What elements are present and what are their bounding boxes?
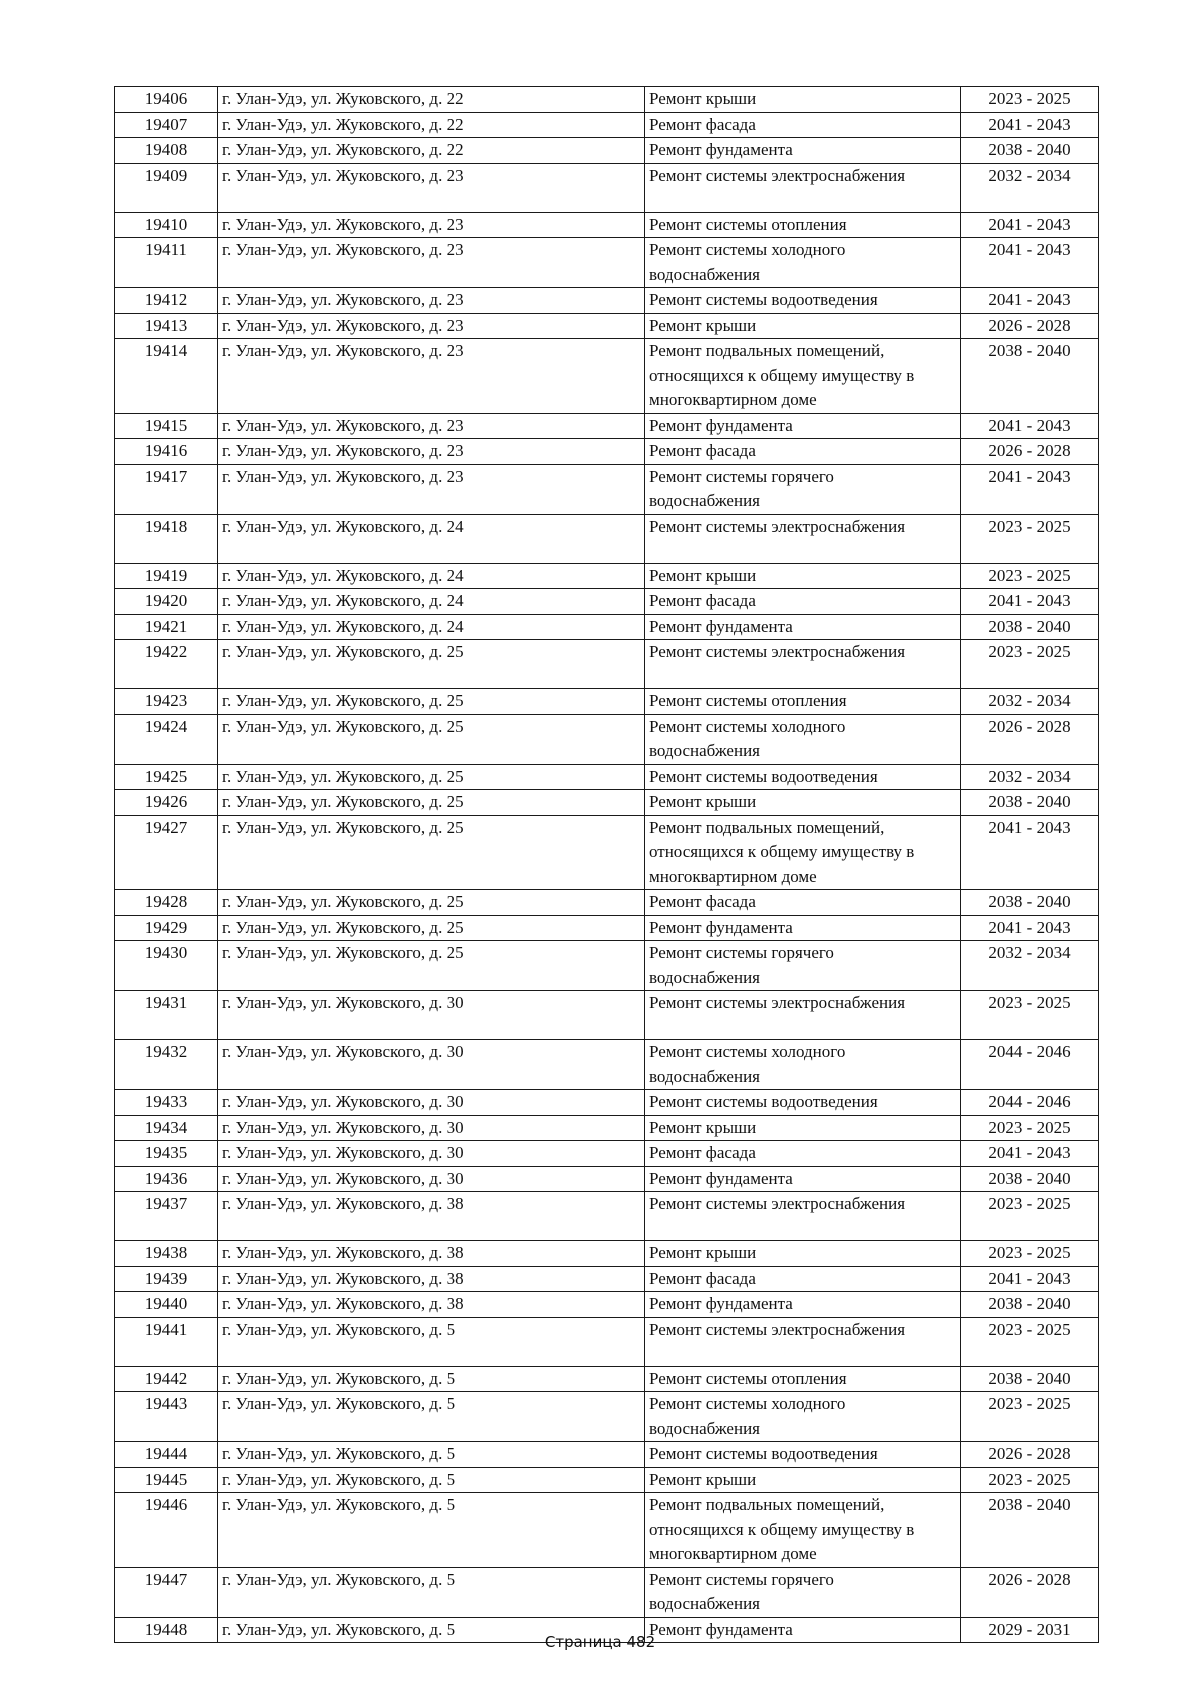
row-number-cell: 19431 [115,991,218,1040]
period-cell: 2023 - 2025 [961,1467,1099,1493]
period-cell: 2023 - 2025 [961,87,1099,113]
period-cell: 2023 - 2025 [961,1241,1099,1267]
row-number-cell: 19446 [115,1493,218,1568]
table-row [115,339,1099,414]
work-type-cell: Ремонт подвальных помещений, относящихся к общему имуществу в многоквартирном доме [645,339,961,414]
table-row [115,138,1099,164]
row-number-cell: 19418 [115,514,218,563]
work-type-cell: Ремонт системы горячего водоснабжения [645,941,961,991]
period-cell: 2041 - 2043 [961,915,1099,941]
work-type-cell: Ремонт фундамента [645,138,961,164]
row-number-cell: 19447 [115,1567,218,1617]
table-row [115,439,1099,465]
period-cell: 2032 - 2034 [961,941,1099,991]
period-cell: 2041 - 2043 [961,815,1099,890]
address-cell: г. Улан-Удэ, ул. Жуковского, д. 5 [218,1617,645,1643]
table-row [115,1141,1099,1167]
table-row [115,764,1099,790]
row-number-cell: 19435 [115,1141,218,1167]
table-row [115,589,1099,615]
period-cell: 2026 - 2028 [961,439,1099,465]
work-type-cell: Ремонт фасада [645,1266,961,1292]
period-cell: 2044 - 2046 [961,1090,1099,1116]
address-cell: г. Улан-Удэ, ул. Жуковского, д. 38 [218,1266,645,1292]
work-type-cell: Ремонт крыши [645,313,961,339]
period-cell: 2023 - 2025 [961,1392,1099,1442]
address-cell: г. Улан-Удэ, ул. Жуковского, д. 23 [218,163,645,212]
work-type-cell: Ремонт фасада [645,1141,961,1167]
address-cell: г. Улан-Удэ, ул. Жуковского, д. 23 [218,313,645,339]
period-cell: 2026 - 2028 [961,1567,1099,1617]
period-cell: 2041 - 2043 [961,464,1099,514]
period-cell: 2032 - 2034 [961,764,1099,790]
work-type-cell: Ремонт системы водоотведения [645,764,961,790]
period-cell: 2044 - 2046 [961,1040,1099,1090]
table-row [115,87,1099,113]
table-row [115,464,1099,514]
address-cell: г. Улан-Удэ, ул. Жуковского, д. 23 [218,439,645,465]
work-type-cell: Ремонт фундамента [645,614,961,640]
work-type-cell: Ремонт системы холодного водоснабжения [645,1392,961,1442]
table-row [115,689,1099,715]
address-cell: г. Улан-Удэ, ул. Жуковского, д. 5 [218,1442,645,1468]
work-type-cell: Ремонт системы электроснабжения [645,991,961,1040]
address-cell: г. Улан-Удэ, ул. Жуковского, д. 22 [218,112,645,138]
page-number: Страница 482 [544,1633,656,1651]
address-cell: г. Улан-Удэ, ул. Жуковского, д. 25 [218,790,645,816]
row-number-cell: 19425 [115,764,218,790]
period-cell: 2038 - 2040 [961,339,1099,414]
address-cell: г. Улан-Удэ, ул. Жуковского, д. 30 [218,1141,645,1167]
period-cell: 2041 - 2043 [961,238,1099,288]
row-number-cell: 19417 [115,464,218,514]
period-cell: 2038 - 2040 [961,1166,1099,1192]
period-cell: 2023 - 2025 [961,1192,1099,1241]
address-cell: г. Улан-Удэ, ул. Жуковского, д. 25 [218,915,645,941]
row-number-cell: 19444 [115,1442,218,1468]
row-number-cell: 19445 [115,1467,218,1493]
address-cell: г. Улан-Удэ, ул. Жуковского, д. 25 [218,890,645,916]
work-type-cell: Ремонт фасада [645,439,961,465]
address-cell: г. Улан-Удэ, ул. Жуковского, д. 30 [218,1115,645,1141]
work-type-cell: Ремонт фундамента [645,1166,961,1192]
row-number-cell: 19437 [115,1192,218,1241]
row-number-cell: 19438 [115,1241,218,1267]
work-type-cell: Ремонт системы электроснабжения [645,514,961,563]
table-row [115,1292,1099,1318]
table-row [115,1090,1099,1116]
period-cell: 2041 - 2043 [961,288,1099,314]
work-type-cell: Ремонт системы горячего водоснабжения [645,464,961,514]
row-number-cell: 19424 [115,714,218,764]
address-cell: г. Улан-Удэ, ул. Жуковского, д. 38 [218,1292,645,1318]
table-row [115,1467,1099,1493]
table-row [115,1192,1099,1241]
work-type-cell: Ремонт системы электроснабжения [645,1317,961,1366]
table-row [115,1317,1099,1366]
table-row [115,1040,1099,1090]
address-cell: г. Улан-Удэ, ул. Жуковского, д. 24 [218,563,645,589]
table-row [115,1115,1099,1141]
period-cell: 2041 - 2043 [961,413,1099,439]
table-row [115,941,1099,991]
address-cell: г. Улан-Удэ, ул. Жуковского, д. 22 [218,87,645,113]
work-type-cell: Ремонт крыши [645,790,961,816]
address-cell: г. Улан-Удэ, ул. Жуковского, д. 5 [218,1567,645,1617]
address-cell: г. Улан-Удэ, ул. Жуковского, д. 5 [218,1392,645,1442]
period-cell: 2038 - 2040 [961,614,1099,640]
address-cell: г. Улан-Удэ, ул. Жуковского, д. 5 [218,1467,645,1493]
table-row [115,1567,1099,1617]
table-row [115,1392,1099,1442]
table-body [115,87,1099,1643]
repair-schedule-table [114,86,1099,1643]
work-type-cell: Ремонт фасада [645,112,961,138]
row-number-cell: 19414 [115,339,218,414]
table-row [115,112,1099,138]
table-row [115,288,1099,314]
period-cell: 2038 - 2040 [961,1493,1099,1568]
address-cell: г. Улан-Удэ, ул. Жуковского, д. 30 [218,1040,645,1090]
row-number-cell: 19448 [115,1617,218,1643]
period-cell: 2023 - 2025 [961,1317,1099,1366]
row-number-cell: 19427 [115,815,218,890]
address-cell: г. Улан-Удэ, ул. Жуковского, д. 5 [218,1366,645,1392]
table-row [115,1166,1099,1192]
address-cell: г. Улан-Удэ, ул. Жуковского, д. 23 [218,238,645,288]
work-type-cell: Ремонт фасада [645,589,961,615]
row-number-cell: 19443 [115,1392,218,1442]
address-cell: г. Улан-Удэ, ул. Жуковского, д. 25 [218,815,645,890]
address-cell: г. Улан-Удэ, ул. Жуковского, д. 24 [218,589,645,615]
row-number-cell: 19439 [115,1266,218,1292]
period-cell: 2023 - 2025 [961,640,1099,689]
row-number-cell: 19442 [115,1366,218,1392]
work-type-cell: Ремонт системы отопления [645,212,961,238]
period-cell: 2023 - 2025 [961,1115,1099,1141]
period-cell: 2041 - 2043 [961,1266,1099,1292]
work-type-cell: Ремонт крыши [645,1115,961,1141]
table-row [115,1366,1099,1392]
period-cell: 2032 - 2034 [961,689,1099,715]
address-cell: г. Улан-Удэ, ул. Жуковского, д. 25 [218,714,645,764]
work-type-cell: Ремонт системы горячего водоснабжения [645,1567,961,1617]
address-cell: г. Улан-Удэ, ул. Жуковского, д. 22 [218,138,645,164]
address-cell: г. Улан-Удэ, ул. Жуковского, д. 23 [218,413,645,439]
table-row [115,413,1099,439]
row-number-cell: 19432 [115,1040,218,1090]
period-cell: 2032 - 2034 [961,163,1099,212]
period-cell: 2026 - 2028 [961,1442,1099,1468]
address-cell: г. Улан-Удэ, ул. Жуковского, д. 23 [218,212,645,238]
table-row [115,1266,1099,1292]
row-number-cell: 19428 [115,890,218,916]
period-cell: 2041 - 2043 [961,589,1099,615]
table-row [115,890,1099,916]
address-cell: г. Улан-Удэ, ул. Жуковского, д. 23 [218,288,645,314]
table-row [115,991,1099,1040]
period-cell: 2038 - 2040 [961,890,1099,916]
period-cell: 2023 - 2025 [961,991,1099,1040]
row-number-cell: 19436 [115,1166,218,1192]
work-type-cell: Ремонт системы отопления [645,689,961,715]
address-cell: г. Улан-Удэ, ул. Жуковского, д. 24 [218,514,645,563]
row-number-cell: 19420 [115,589,218,615]
address-cell: г. Улан-Удэ, ул. Жуковского, д. 24 [218,614,645,640]
work-type-cell: Ремонт системы холодного водоснабжения [645,1040,961,1090]
work-type-cell: Ремонт подвальных помещений, относящихся к общему имуществу в многоквартирном доме [645,1493,961,1568]
row-number-cell: 19415 [115,413,218,439]
row-number-cell: 19433 [115,1090,218,1116]
row-number-cell: 19419 [115,563,218,589]
period-cell: 2026 - 2028 [961,313,1099,339]
work-type-cell: Ремонт системы водоотведения [645,1090,961,1116]
work-type-cell: Ремонт системы водоотведения [645,288,961,314]
work-type-cell: Ремонт фундамента [645,1617,961,1643]
work-type-cell: Ремонт системы холодного водоснабжения [645,714,961,764]
table-row [115,1442,1099,1468]
row-number-cell: 19416 [115,439,218,465]
work-type-cell: Ремонт крыши [645,1241,961,1267]
row-number-cell: 19430 [115,941,218,991]
row-number-cell: 19413 [115,313,218,339]
row-number-cell: 19412 [115,288,218,314]
work-type-cell: Ремонт крыши [645,87,961,113]
address-cell: г. Улан-Удэ, ул. Жуковского, д. 30 [218,1166,645,1192]
address-cell: г. Улан-Удэ, ул. Жуковского, д. 25 [218,764,645,790]
row-number-cell: 19434 [115,1115,218,1141]
period-cell: 2023 - 2025 [961,563,1099,589]
table-row [115,714,1099,764]
period-cell: 2026 - 2028 [961,714,1099,764]
table-row [115,915,1099,941]
work-type-cell: Ремонт крыши [645,1467,961,1493]
row-number-cell: 19421 [115,614,218,640]
row-number-cell: 19423 [115,689,218,715]
work-type-cell: Ремонт подвальных помещений, относящихся к общему имуществу в многоквартирном доме [645,815,961,890]
row-number-cell: 19407 [115,112,218,138]
address-cell: г. Улан-Удэ, ул. Жуковского, д. 38 [218,1192,645,1241]
row-number-cell: 19411 [115,238,218,288]
row-number-cell: 19408 [115,138,218,164]
table-row [115,563,1099,589]
work-type-cell: Ремонт системы электроснабжения [645,163,961,212]
table-row [115,1493,1099,1568]
row-number-cell: 19426 [115,790,218,816]
work-type-cell: Ремонт системы водоотведения [645,1442,961,1468]
work-type-cell: Ремонт системы отопления [645,1366,961,1392]
table-row [115,640,1099,689]
row-number-cell: 19422 [115,640,218,689]
table-row [115,163,1099,212]
row-number-cell: 19429 [115,915,218,941]
table-row [115,815,1099,890]
row-number-cell: 19406 [115,87,218,113]
period-cell: 2038 - 2040 [961,790,1099,816]
table-row [115,514,1099,563]
work-type-cell: Ремонт системы электроснабжения [645,1192,961,1241]
table-row [115,1241,1099,1267]
address-cell: г. Улан-Удэ, ул. Жуковского, д. 25 [218,640,645,689]
work-type-cell: Ремонт фундамента [645,1292,961,1318]
address-cell: г. Улан-Удэ, ул. Жуковского, д. 25 [218,689,645,715]
period-cell: 2038 - 2040 [961,1292,1099,1318]
address-cell: г. Улан-Удэ, ул. Жуковского, д. 30 [218,1090,645,1116]
table-row [115,212,1099,238]
table-row [115,790,1099,816]
period-cell: 2041 - 2043 [961,1141,1099,1167]
table-row [115,313,1099,339]
work-type-cell: Ремонт системы холодного водоснабжения [645,238,961,288]
address-cell: г. Улан-Удэ, ул. Жуковского, д. 23 [218,339,645,414]
row-number-cell: 19441 [115,1317,218,1366]
table-row [115,238,1099,288]
period-cell: 2038 - 2040 [961,138,1099,164]
period-cell: 2041 - 2043 [961,112,1099,138]
address-cell: г. Улан-Удэ, ул. Жуковского, д. 30 [218,991,645,1040]
work-type-cell: Ремонт фундамента [645,915,961,941]
work-type-cell: Ремонт крыши [645,563,961,589]
address-cell: г. Улан-Удэ, ул. Жуковского, д. 23 [218,464,645,514]
period-cell: 2023 - 2025 [961,514,1099,563]
address-cell: г. Улан-Удэ, ул. Жуковского, д. 5 [218,1317,645,1366]
address-cell: г. Улан-Удэ, ул. Жуковского, д. 25 [218,941,645,991]
address-cell: г. Улан-Удэ, ул. Жуковского, д. 38 [218,1241,645,1267]
address-cell: г. Улан-Удэ, ул. Жуковского, д. 5 [218,1493,645,1568]
period-cell: 2041 - 2043 [961,212,1099,238]
work-type-cell: Ремонт фасада [645,890,961,916]
row-number-cell: 19410 [115,212,218,238]
row-number-cell: 19409 [115,163,218,212]
table-row [115,614,1099,640]
period-cell: 2038 - 2040 [961,1366,1099,1392]
period-cell: 2029 - 2031 [961,1617,1099,1643]
row-number-cell: 19440 [115,1292,218,1318]
work-type-cell: Ремонт фундамента [645,413,961,439]
work-type-cell: Ремонт системы электроснабжения [645,640,961,689]
